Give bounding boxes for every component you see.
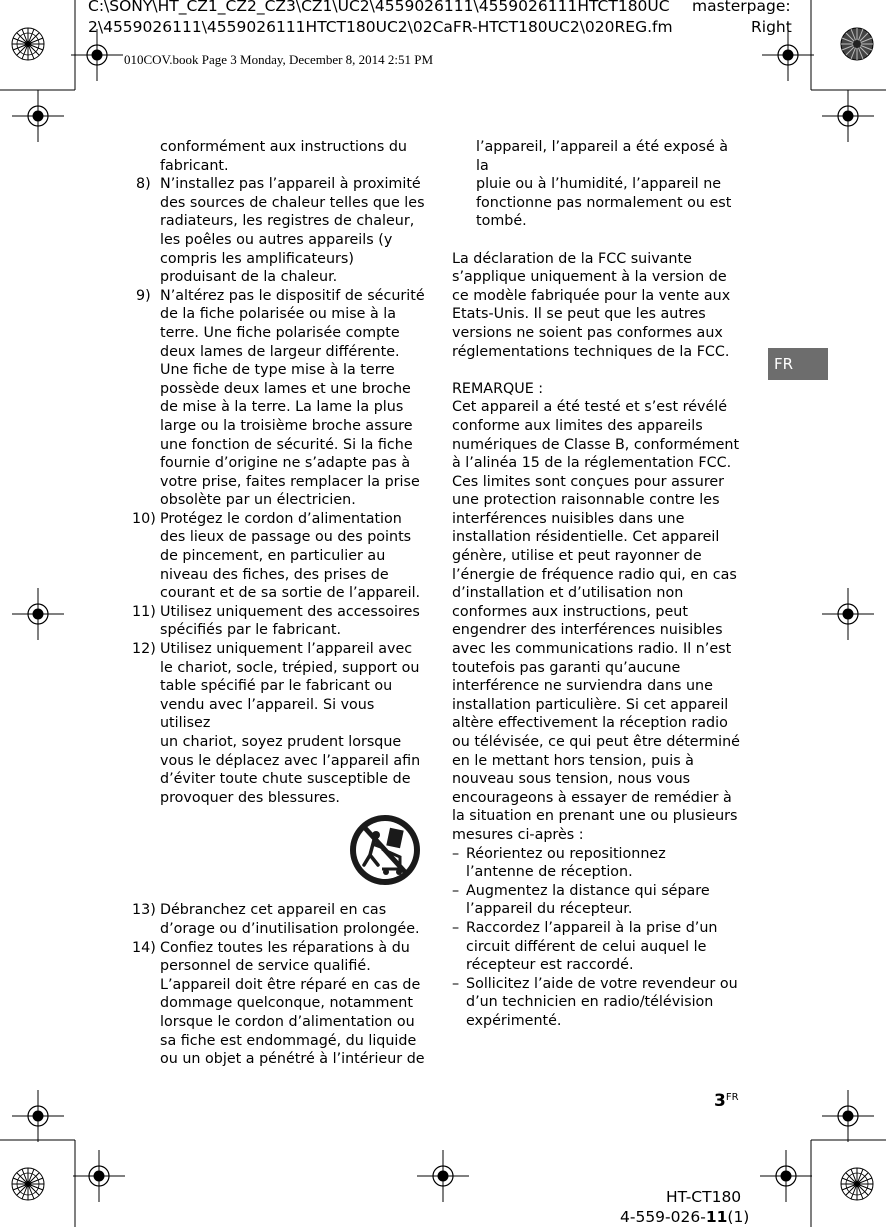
text-line: compris les amplificateurs) [160, 250, 354, 267]
masterpage-label: masterpage: [692, 0, 791, 15]
text-line: courant et de sa sortie de l’appareil. [160, 585, 421, 602]
text-line: des lieux de passage ou des points [160, 529, 412, 546]
text-line: s’applique uniquement à la version de [452, 269, 727, 286]
text-line: Débranchez cet appareil en cas [160, 902, 387, 919]
language-tab: FR [768, 348, 828, 380]
dash-bullet: – [452, 882, 460, 899]
text-line: Réorientez ou repositionnez [466, 845, 666, 862]
text-line: N’altérez pas le dispositif de sécurité [160, 287, 425, 304]
dash-bullet: – [452, 975, 460, 992]
page-number [714, 1091, 739, 1111]
text-line: une protection raisonnable contre les [452, 492, 720, 509]
measure-item [452, 919, 742, 975]
text-line: un chariot, soyez prudent lorsque [160, 734, 402, 750]
text-line: les poêles ou autres appareils (y [160, 231, 393, 248]
text-line: expérimenté. [466, 1012, 562, 1029]
text-line: le chariot, socle, trépied, support ou [160, 659, 420, 676]
text-line: Utilisez uniquement l’appareil avec [160, 641, 413, 658]
text-line: réglementations techniques de la FCC. [452, 343, 730, 360]
text-line: tombé. [476, 213, 527, 230]
text-line: fabricant. [160, 157, 229, 174]
numbered-item [132, 510, 428, 603]
footer-model: HT-CT180 [666, 1188, 742, 1206]
text-line: installation particulière. Si cet appareil [452, 696, 729, 713]
numbered-item [132, 603, 428, 640]
left-column [132, 138, 428, 1069]
text-line: de la fiche polarisée ou mise à la [160, 306, 397, 323]
item-number: 12) [132, 641, 156, 658]
text-line: fournie d’origine ne s’adapte pas à [160, 455, 411, 472]
text-line: La déclaration de la FCC suivante [452, 250, 692, 267]
text-line: récepteur est raccordé. [466, 957, 634, 974]
text-line: Confiez toutes les réparations à du [160, 939, 410, 956]
measure-item [452, 975, 742, 1031]
text-line: conforme aux limites des appareils [452, 417, 703, 434]
file-path-line-1: C:\SONY\HT_CZ1_CZ2_CZ3\CZ1\UC2\4559026111\4559026111HTCT180UC [88, 0, 670, 15]
text-line: d’installation et d’utilisation non [452, 585, 684, 602]
text-line: table spécifié par le fabricant ou [160, 678, 393, 695]
footer-code-prefix: 4-559-026- [620, 1208, 706, 1226]
text-line: produisant de la chaleur. [160, 269, 338, 286]
text-line: L’appareil doit être réparé en cas de [160, 976, 421, 993]
remark-title: REMARQUE : [452, 380, 544, 397]
text-line: conformes aux instructions, peut [452, 603, 688, 620]
text-line: Cet appareil a été testé et s’est révélé [452, 399, 728, 416]
text-line: à l’alinéa 15 de la réglementation FCC. [452, 455, 732, 472]
text-line: d’un technicien en radio/télévision [466, 994, 714, 1011]
page-number-value: 3 [714, 1091, 726, 1111]
text-line: obsolète par un électricien. [160, 492, 356, 509]
text-line: d’éviter toute chute susceptible de [160, 771, 411, 788]
text-line: ce modèle fabriquée pour la vente aux [452, 287, 731, 304]
numbered-item [132, 901, 428, 938]
book-info-line: 010COV.book Page 3 Monday, December 8, 2014 2:51 PM [124, 52, 434, 67]
measure-item [452, 882, 742, 919]
text-line: la situation en prenant une ou plusieurs [452, 808, 738, 825]
text-line: ou télévisée, ce qui peut être déterminé [452, 734, 740, 750]
text-line: niveau des fiches, des prises de [160, 566, 389, 583]
text-line: installation résidentielle. Cet appareil [452, 529, 720, 546]
text-line: dommage quelconque, notamment [160, 995, 413, 1012]
text-line: interférence ne surviendra dans une [452, 678, 713, 695]
text-line: Utilisez uniquement des accessoires [160, 603, 420, 620]
text-line: altère effectivement la réception radio [452, 715, 728, 732]
text-line: nouveau sous tension, nous vous [452, 771, 691, 788]
text-line: fonctionne pas normalement ou est [476, 194, 732, 211]
item-number: 11) [132, 603, 156, 620]
text-line: avec les communications radio. Il n’est [452, 641, 732, 658]
text-line: toutefois pas garanti qu’aucune [452, 659, 681, 676]
file-path-line-2: 2\4559026111\4559026111HTCT180UC2\02CaFR-HTCT180UC2\020REG.fm [88, 18, 673, 36]
numbered-item [132, 939, 428, 1069]
text-line: l’appareil, l’appareil a été exposé à la [476, 139, 729, 174]
footer-code-suffix: (1) [727, 1208, 750, 1226]
footer-code [620, 1208, 749, 1226]
text-line: en le mettant hors tension, puis à [452, 752, 694, 769]
text-line: possède deux lames et une broche [160, 380, 411, 397]
item-number: 10) [132, 510, 156, 527]
text-line: votre prise, faites remplacer la prise [160, 473, 420, 490]
cart-warning-figure [136, 807, 428, 901]
text-line: versions ne soient pas conformes aux [452, 324, 723, 341]
continuation-paragraph [136, 138, 428, 175]
text-line: Augmentez la distance qui sépare [466, 882, 710, 899]
cart-tip-over-warning-icon [348, 813, 422, 887]
text-line: Ces limites sont conçues pour assurer [452, 473, 725, 490]
text-line: mesures ci-après : [452, 826, 584, 843]
text-line: ou un objet a pénétré à l’intérieur de [160, 1051, 425, 1068]
text-line: spécifiés par le fabricant. [160, 622, 342, 639]
text-line: pluie ou à l’humidité, l’appareil ne [476, 176, 722, 193]
text-line: personnel de service qualifié. [160, 958, 371, 975]
text-line: l’appareil du récepteur. [466, 901, 633, 918]
continuation-paragraph [452, 138, 742, 231]
text-line: vendu avec l’appareil. Si vous utilisez [160, 696, 375, 732]
text-line: numériques de Classe B, conformément [452, 436, 740, 453]
text-line: large ou la troisième broche assure [160, 417, 413, 434]
text-line: conformément aux instructions du [160, 139, 407, 155]
text-line: d’orage ou d’inutilisation prolongée. [160, 920, 420, 937]
text-line: deux lames de largeur différente. [160, 343, 400, 360]
text-line: de mise à la terre. La lame la plus [160, 399, 404, 416]
measures-list [452, 845, 742, 1031]
text-line: l’énergie de fréquence radio qui, en cas [452, 566, 737, 583]
remark-paragraph [452, 398, 742, 844]
text-line: lorsque le cordon d’alimentation ou [160, 1013, 415, 1030]
text-line: Sollicitez l’aide de votre revendeur ou [466, 975, 738, 992]
text-line: provoquer des blessures. [160, 789, 340, 806]
measure-item [452, 845, 742, 882]
text-line: terre. Une fiche polarisée compte [160, 324, 400, 341]
item-number: 14) [132, 939, 156, 956]
footer-code-bold: 11 [705, 1208, 728, 1226]
text-line: Etats-Unis. Il se peut que les autres [452, 306, 706, 323]
numbered-item [136, 287, 428, 510]
text-line: encourageons à essayer de remédier à [452, 789, 732, 806]
item-number: 8) [136, 176, 151, 193]
text-line: interférences nuisibles dans une [452, 510, 685, 527]
item-number: 13) [132, 902, 156, 919]
item-number: 9) [136, 287, 151, 304]
numbered-item [132, 640, 428, 807]
text-line: sa fiche est endommagé, du liquide [160, 1032, 417, 1049]
dash-bullet: – [452, 845, 460, 862]
text-line: Une fiche de type mise à la terre [160, 362, 395, 379]
text-line: une fonction de sécurité. Si la fiche [160, 436, 413, 453]
text-line: l’antenne de réception. [466, 864, 633, 881]
page-number-suffix: FR [725, 1092, 739, 1103]
text-line: engendrer des interférences nuisibles [452, 622, 723, 639]
right-column [452, 138, 742, 1031]
dash-bullet: – [452, 919, 460, 936]
text-line: N’installez pas l’appareil à proximité [160, 176, 421, 193]
text-line: Protégez le cordon d’alimentation [160, 510, 402, 527]
fcc-paragraph [452, 250, 742, 362]
numbered-item [136, 175, 428, 287]
text-line: radiateurs, les registres de chaleur, [160, 213, 415, 230]
masterpage-value: Right [751, 18, 792, 36]
text-line: de pincement, en particulier au [160, 548, 386, 565]
text-line: Raccordez l’appareil à la prise d’un [466, 919, 718, 936]
text-line: circuit différent de celui auquel le [466, 938, 707, 955]
text-line: vous le déplacez avec l’appareil afin [160, 752, 421, 769]
text-line: des sources de chaleur telles que les [160, 194, 425, 211]
text-line: génère, utilise et peut rayonner de [452, 548, 702, 565]
